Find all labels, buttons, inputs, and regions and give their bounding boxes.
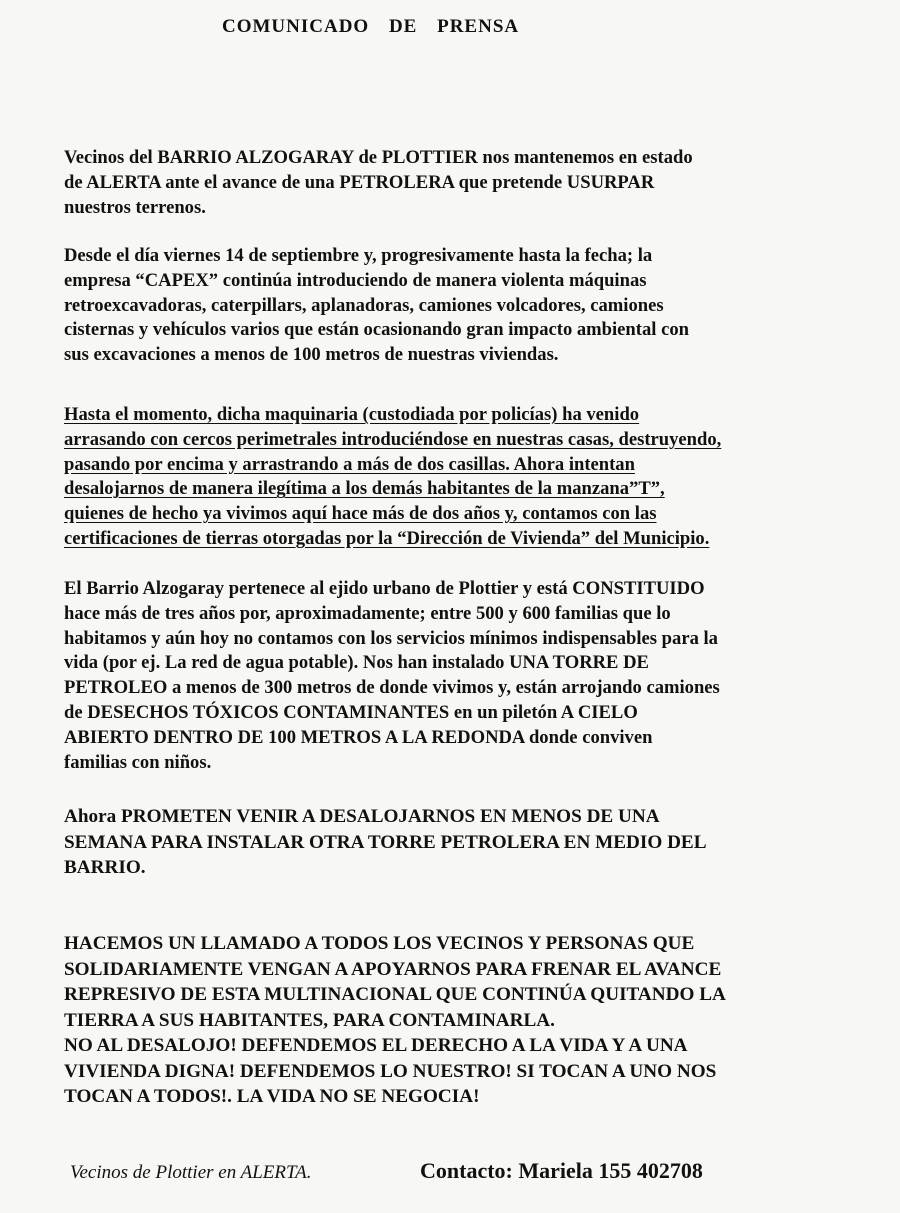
text-line: de DESECHOS TÓXICOS CONTAMINANTES en un piletón A CIELO: [64, 701, 638, 723]
text-line: pasando por encima y arrastrando a más de dos casillas. Ahora intentan: [64, 453, 635, 475]
text-line: Ahora PROMETEN VENIR A DESALOJARNOS EN MENOS DE UNA: [64, 806, 660, 827]
text-line: arrasando con cercos perimetrales introduciéndose en nuestras casas, destruyendo,: [64, 428, 722, 450]
text-line: retroexcavadoras, caterpillars, aplanadoras, camiones volcadores, camiones: [64, 294, 664, 316]
text-line: VIVIENDA DIGNA! DEFENDEMOS LO NUESTRO! SI TOCAN A UNO NOS: [64, 1060, 717, 1082]
paragraph-barrio: [64, 577, 840, 775]
text-line: Desde el día viernes 14 de septiembre y, progresivamente hasta la fecha; la: [64, 245, 653, 266]
text-line: nuestros terrenos.: [64, 196, 206, 218]
text-line: HACEMOS UN LLAMADO A TODOS LOS VECINOS Y PERSONAS QUE: [64, 933, 695, 954]
contact-info: Contacto: Mariela 155 402708: [420, 1158, 703, 1183]
signature: Vecinos de Plottier en ALERTA.: [70, 1162, 312, 1183]
text-line: quienes de hecho ya vivimos aquí hace más de dos años y, contamos con las: [64, 503, 657, 525]
text-line: sus excavaciones a menos de 100 metros de nuestras viviendas.: [64, 344, 559, 366]
text-line: Vecinos del BARRIO ALZOGARAY de PLOTTIER nos mantenemos en estado: [64, 147, 693, 168]
paragraph-intro: [64, 146, 840, 220]
paragraph-machinery: [64, 244, 840, 368]
text-line: certificaciones de tierras otorgadas por la “Dirección de Vivienda” del Municipio.: [64, 527, 710, 549]
text-line: vida (por ej. La red de agua potable). Nos han instalado UNA TORRE DE: [64, 652, 649, 674]
text-line: desalojarnos de manera ilegítima a los demás habitantes de la manzana”T”,: [64, 478, 665, 500]
paragraph-call-to-action: [64, 931, 840, 1110]
text-line: El Barrio Alzogaray pertenece al ejido urbano de Plottier y está CONSTITUIDO: [64, 578, 705, 599]
text-line: TIERRA A SUS HABITANTES, PARA CONTAMINARLA.: [64, 1009, 555, 1031]
paragraph-promise: [64, 804, 840, 881]
text-line: NO AL DESALOJO! DEFENDEMOS EL DERECHO A LA VIDA Y A UNA: [64, 1035, 688, 1056]
text-line: hace más de tres años por, aproximadamente; entre 500 y 600 familias que lo: [64, 602, 671, 624]
text-line: SEMANA PARA INSTALAR OTRA TORRE PETROLERA EN MEDIO DEL: [64, 831, 707, 853]
text-line: cisternas y vehículos varios que están ocasionando gran impacto ambiental con: [64, 319, 689, 341]
text-line: REPRESIVO DE ESTA MULTINACIONAL QUE CONTINÚA QUITANDO LA: [64, 984, 726, 1005]
text-line: SOLIDARIAMENTE VENGAN A APOYARNOS PARA FRENAR EL AVANCE: [64, 958, 722, 980]
document-title: COMUNICADO DE PRENSA: [222, 16, 520, 37]
text-line: TOCAN A TODOS!. LA VIDA NO SE NEGOCIA!: [64, 1086, 480, 1107]
text-line: Hasta el momento, dicha maquinaria (custodiada por policías) ha venido: [64, 404, 640, 425]
text-line: BARRIO.: [64, 857, 146, 878]
text-line: ABIERTO DENTRO DE 100 METROS A LA REDONDA donde conviven: [64, 726, 653, 748]
text-line: de ALERTA ante el avance de una PETROLERA que pretende USURPAR: [64, 171, 655, 193]
text-line: habitamos y aún hoy no contamos con los servicios mínimos indispensables para la: [64, 627, 718, 649]
text-line: empresa “CAPEX” continúa introduciendo de manera violenta máquinas: [64, 269, 647, 291]
text-line: familias con niños.: [64, 751, 212, 773]
paragraph-underlined: [64, 403, 840, 552]
text-line: PETROLEO a menos de 300 metros de donde vivimos y, están arrojando camiones: [64, 677, 720, 699]
